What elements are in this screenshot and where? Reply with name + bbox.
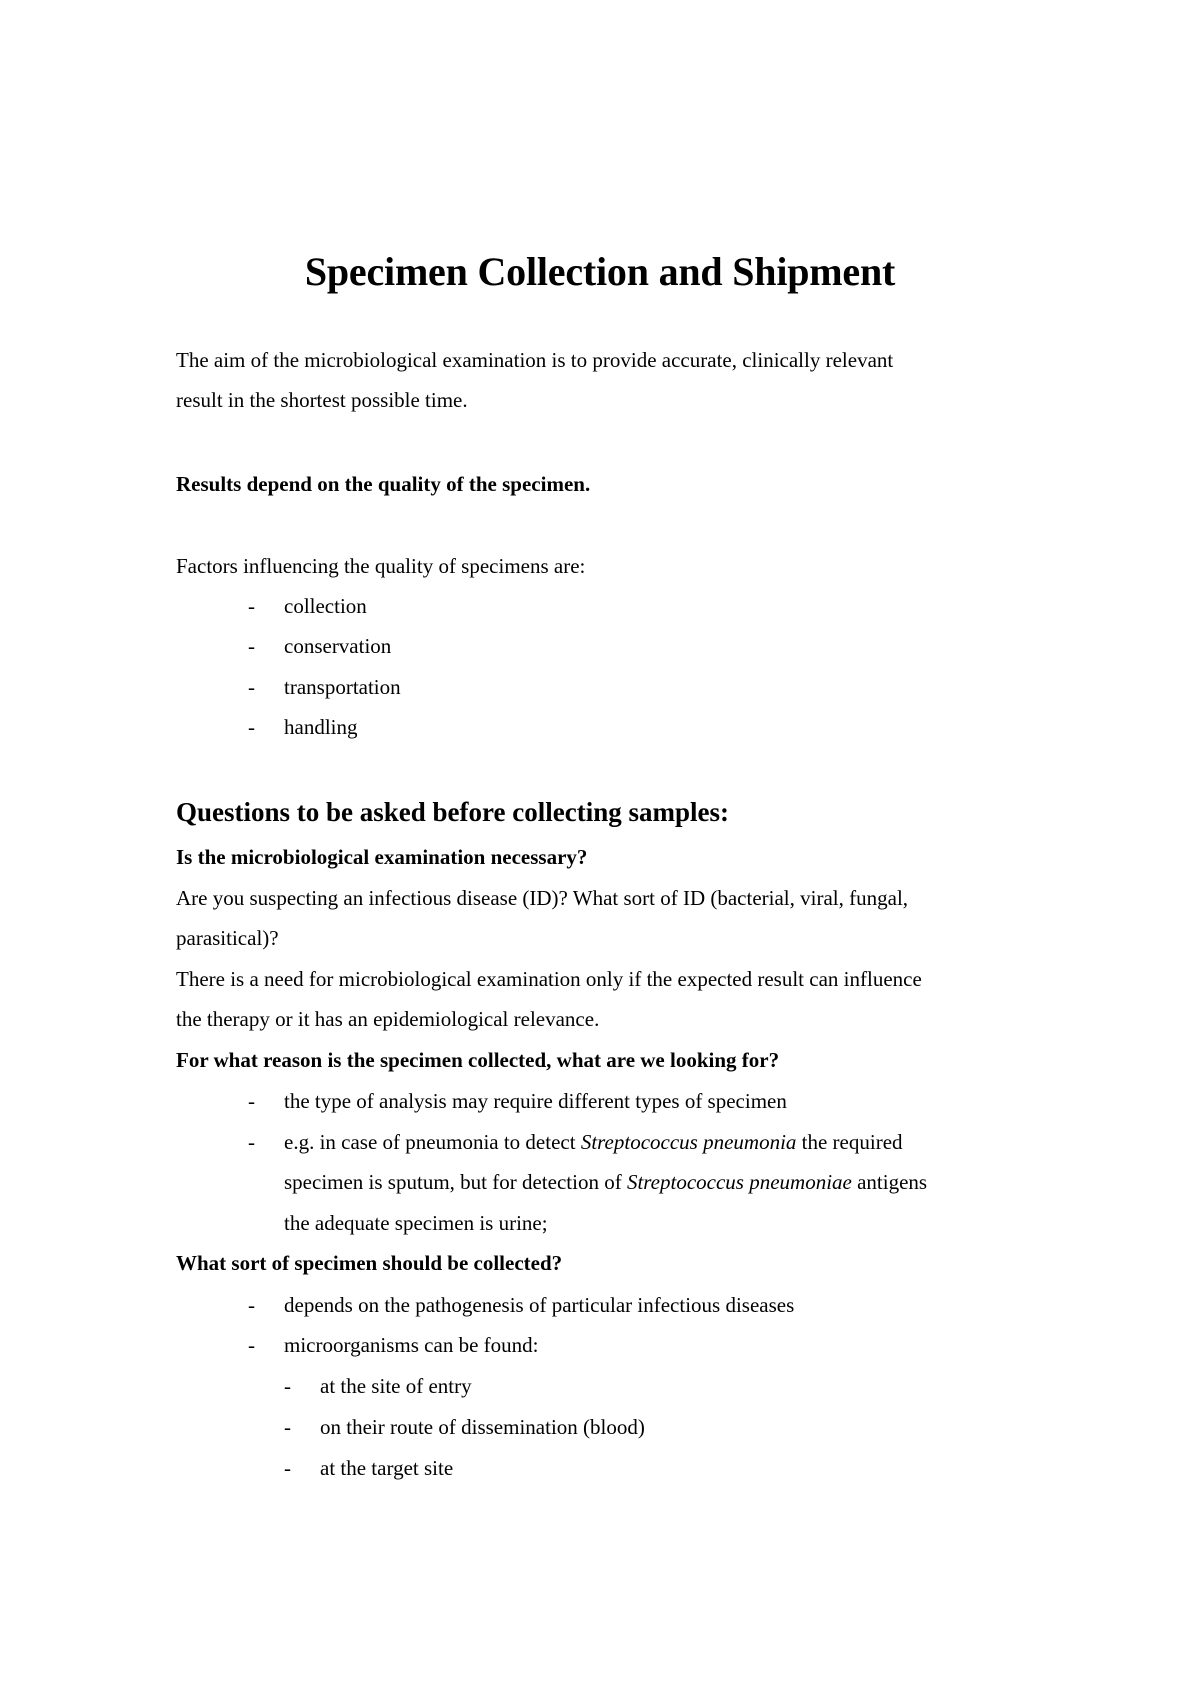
q3-sub-item: at the site of entry bbox=[320, 1374, 472, 1398]
q3-bullet-2: microorganisms can be found: bbox=[284, 1333, 539, 1357]
q3-bullet-1: depends on the pathogenesis of particular infectious diseases bbox=[284, 1293, 795, 1317]
q1-text-line-2: parasitical)? bbox=[176, 926, 279, 950]
factor-item: transportation bbox=[284, 675, 401, 699]
q1-text-line-4: the therapy or it has an epidemiological relevance. bbox=[176, 1007, 600, 1031]
q1-text-line-1: Are you suspecting an infectious disease (ID)? What sort of ID (bacterial, viral, fungal, bbox=[176, 886, 909, 910]
q2-bullet-2-text: the required bbox=[796, 1130, 903, 1154]
list-dash: - bbox=[248, 715, 255, 739]
q2-bullet-2-line-3: the adequate specimen is urine; bbox=[284, 1211, 548, 1235]
factor-item: handling bbox=[284, 715, 358, 739]
question-2: For what reason is the specimen collected, what are we looking for? bbox=[176, 1048, 780, 1072]
q3-sub-item: on their route of dissemination (blood) bbox=[320, 1415, 645, 1439]
q2-bullet-2-line-1 bbox=[284, 1128, 903, 1156]
list-dash: - bbox=[248, 1333, 255, 1357]
list-dash: - bbox=[248, 675, 255, 699]
q2-bullet-2-line-2 bbox=[284, 1168, 927, 1196]
organism-name-italic: Streptococcus pneumoniae bbox=[626, 1170, 852, 1194]
q1-text-line-3: There is a need for microbiological examination only if the expected result can influence bbox=[176, 967, 922, 991]
list-dash: - bbox=[284, 1415, 291, 1439]
list-dash: - bbox=[284, 1374, 291, 1398]
list-dash: - bbox=[248, 634, 255, 658]
q2-bullet-1: the type of analysis may require different types of specimen bbox=[284, 1089, 787, 1113]
question-1: Is the microbiological examination necessary? bbox=[176, 845, 588, 869]
question-3: What sort of specimen should be collected? bbox=[176, 1251, 563, 1275]
list-dash: - bbox=[284, 1456, 291, 1480]
results-note: Results depend on the quality of the specimen. bbox=[176, 472, 591, 496]
list-dash: - bbox=[248, 1089, 255, 1113]
questions-heading: Questions to be asked before collecting samples: bbox=[176, 797, 729, 827]
factor-item: conservation bbox=[284, 634, 392, 658]
factors-lead: Factors influencing the quality of specimens are: bbox=[176, 554, 586, 578]
organism-name-italic: Streptococcus pneumonia bbox=[580, 1130, 797, 1154]
list-dash: - bbox=[248, 594, 255, 618]
q2-bullet-2-text: e.g. in case of pneumonia to detect bbox=[284, 1130, 581, 1154]
factor-item: collection bbox=[284, 594, 367, 618]
list-dash: - bbox=[248, 1130, 255, 1154]
q2-bullet-2-text: antigens bbox=[851, 1170, 928, 1194]
page-title: Specimen Collection and Shipment bbox=[304, 249, 896, 294]
intro-line-2: result in the shortest possible time. bbox=[176, 388, 468, 412]
intro-line-1: The aim of the microbiological examination is to provide accurate, clinically relevant bbox=[176, 348, 894, 372]
list-dash: - bbox=[248, 1293, 255, 1317]
q3-sub-item: at the target site bbox=[320, 1456, 454, 1480]
q2-bullet-2-text: specimen is sputum, but for detection of bbox=[284, 1170, 627, 1194]
